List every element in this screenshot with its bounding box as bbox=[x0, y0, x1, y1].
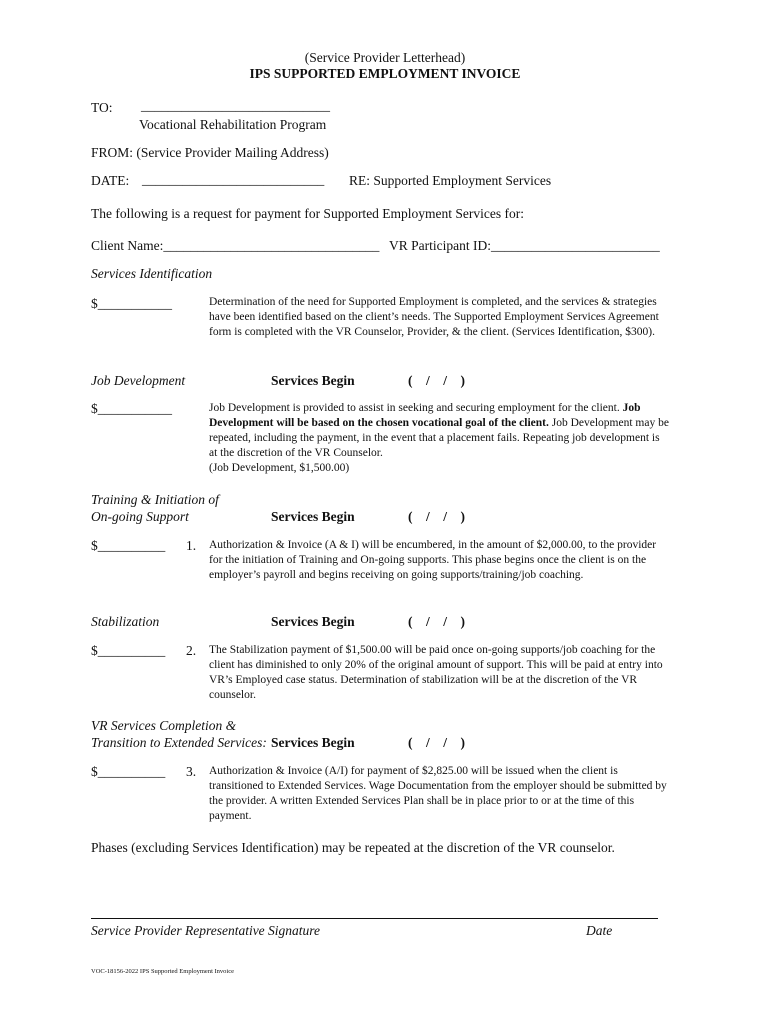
description-vr-completion: Authorization & Invoice (A/I) for payment of $2,825.00 will be issued when the client is transitioned to Extended Services. Wage Documentation from the employer should be submitted by the provider. A written Extended Services Plan shall be in place prior to or at the time of this payment. bbox=[209, 765, 667, 822]
section-heading-services-identification: Services Identification bbox=[91, 266, 213, 281]
job-development-desc-2: Job Development may be repeated, including the payment, in the event that a placement fails. Repeating job development is at the discretion of the VR Counselor. bbox=[209, 417, 669, 459]
date-blank[interactable]: ___________________________ bbox=[142, 172, 325, 187]
amount-field-vr-completion[interactable]: $__________ bbox=[91, 764, 166, 779]
from-line: FROM: (Service Provider Mailing Address) bbox=[91, 145, 329, 160]
section-heading-job-development: Job Development bbox=[91, 373, 186, 388]
item-number-vr-completion: 3. bbox=[186, 764, 197, 779]
letterhead-placeholder: (Service Provider Letterhead) bbox=[304, 50, 466, 65]
form-footer: VOC-18156-2022 IPS Supported Employment Invoice bbox=[91, 968, 234, 975]
services-begin-date-training[interactable]: ( / / ) bbox=[408, 509, 465, 524]
amount-field-stabilization[interactable]: $__________ bbox=[91, 643, 166, 658]
amount-field-job-development[interactable]: $___________ bbox=[91, 401, 172, 416]
description-training: Authorization & Invoice (A & I) will be encumbered, in the amount of $2,000.00, to the provider for the initiation of Training and On-going supports. This phase begins once the client is on the employer’s payroll and begins receiving on going supports/training/job coaching. bbox=[209, 539, 657, 581]
date-label: DATE: bbox=[91, 173, 130, 188]
signature-date-label: Date bbox=[586, 923, 613, 938]
to-blank[interactable]: ____________________________ bbox=[141, 98, 330, 113]
intro-text: The following is a request for payment for Supported Employment Services for: bbox=[91, 206, 525, 221]
services-begin-date-vr-completion[interactable]: ( / / ) bbox=[408, 735, 465, 750]
item-number-training: 1. bbox=[186, 538, 197, 553]
phases-note: Phases (excluding Services Identification) may be repeated at the discretion of the VR counselor. bbox=[91, 840, 615, 855]
item-number-stabilization: 2. bbox=[186, 643, 197, 658]
section-heading-stabilization: Stabilization bbox=[91, 614, 160, 629]
to-program: Vocational Rehabilitation Program bbox=[139, 117, 327, 132]
section-heading-vr-completion-2: Transition to Extended Services: bbox=[91, 735, 267, 750]
job-development-desc-3: (Job Development, $1,500.00) bbox=[209, 462, 350, 474]
signature-line[interactable] bbox=[91, 918, 658, 919]
description-stabilization: The Stabilization payment of $1,500.00 will be paid once on-going supports/job coaching for the client has diminished to only 20% of the original amount of support. This will be paid at entry into VR’s Employed case status. Determination of stabilization will be at the discretion of the VR counselor. bbox=[209, 644, 663, 701]
description-services-identification: Determination of the need for Supported Employment is completed, and the services & strategies have been identified based on the client’s needs. The Supported Employment Services Agreement form is completed with the VR Counselor, Provider, & the client. (Services Identification, $300). bbox=[209, 296, 659, 338]
amount-field-training[interactable]: $__________ bbox=[91, 538, 166, 553]
re-line: RE: Supported Employment Services bbox=[349, 173, 552, 188]
section-heading-vr-completion-1: VR Services Completion & bbox=[91, 718, 237, 733]
services-begin-date-stabilization[interactable]: ( / / ) bbox=[408, 614, 465, 629]
section-heading-training-1: Training & Initiation of bbox=[91, 492, 219, 507]
services-begin-label-job-development: Services Begin bbox=[271, 373, 355, 388]
page-title: IPS SUPPORTED EMPLOYMENT INVOICE bbox=[249, 66, 521, 81]
section-heading-training-2: On-going Support bbox=[91, 509, 189, 524]
to-label: TO: bbox=[91, 100, 113, 115]
services-begin-label-stabilization: Services Begin bbox=[271, 614, 355, 629]
vr-participant-id-field[interactable]: VR Participant ID:_________________________ bbox=[389, 238, 660, 253]
services-begin-label-vr-completion: Services Begin bbox=[271, 735, 355, 750]
services-begin-date-job-development[interactable]: ( / / ) bbox=[408, 373, 465, 388]
job-development-desc-1: Job Development is provided to assist in seeking and securing employment for the client. bbox=[209, 402, 620, 414]
signature-label: Service Provider Representative Signature bbox=[91, 923, 321, 938]
services-begin-label-training: Services Begin bbox=[271, 509, 355, 524]
description-job-development bbox=[209, 401, 669, 476]
client-name-field[interactable]: Client Name:________________________________ bbox=[91, 238, 380, 253]
job-development-desc-bold: Job Development will be based on the chosen vocational goal of the client. bbox=[209, 402, 641, 429]
amount-field-services-identification[interactable]: $___________ bbox=[91, 296, 172, 311]
